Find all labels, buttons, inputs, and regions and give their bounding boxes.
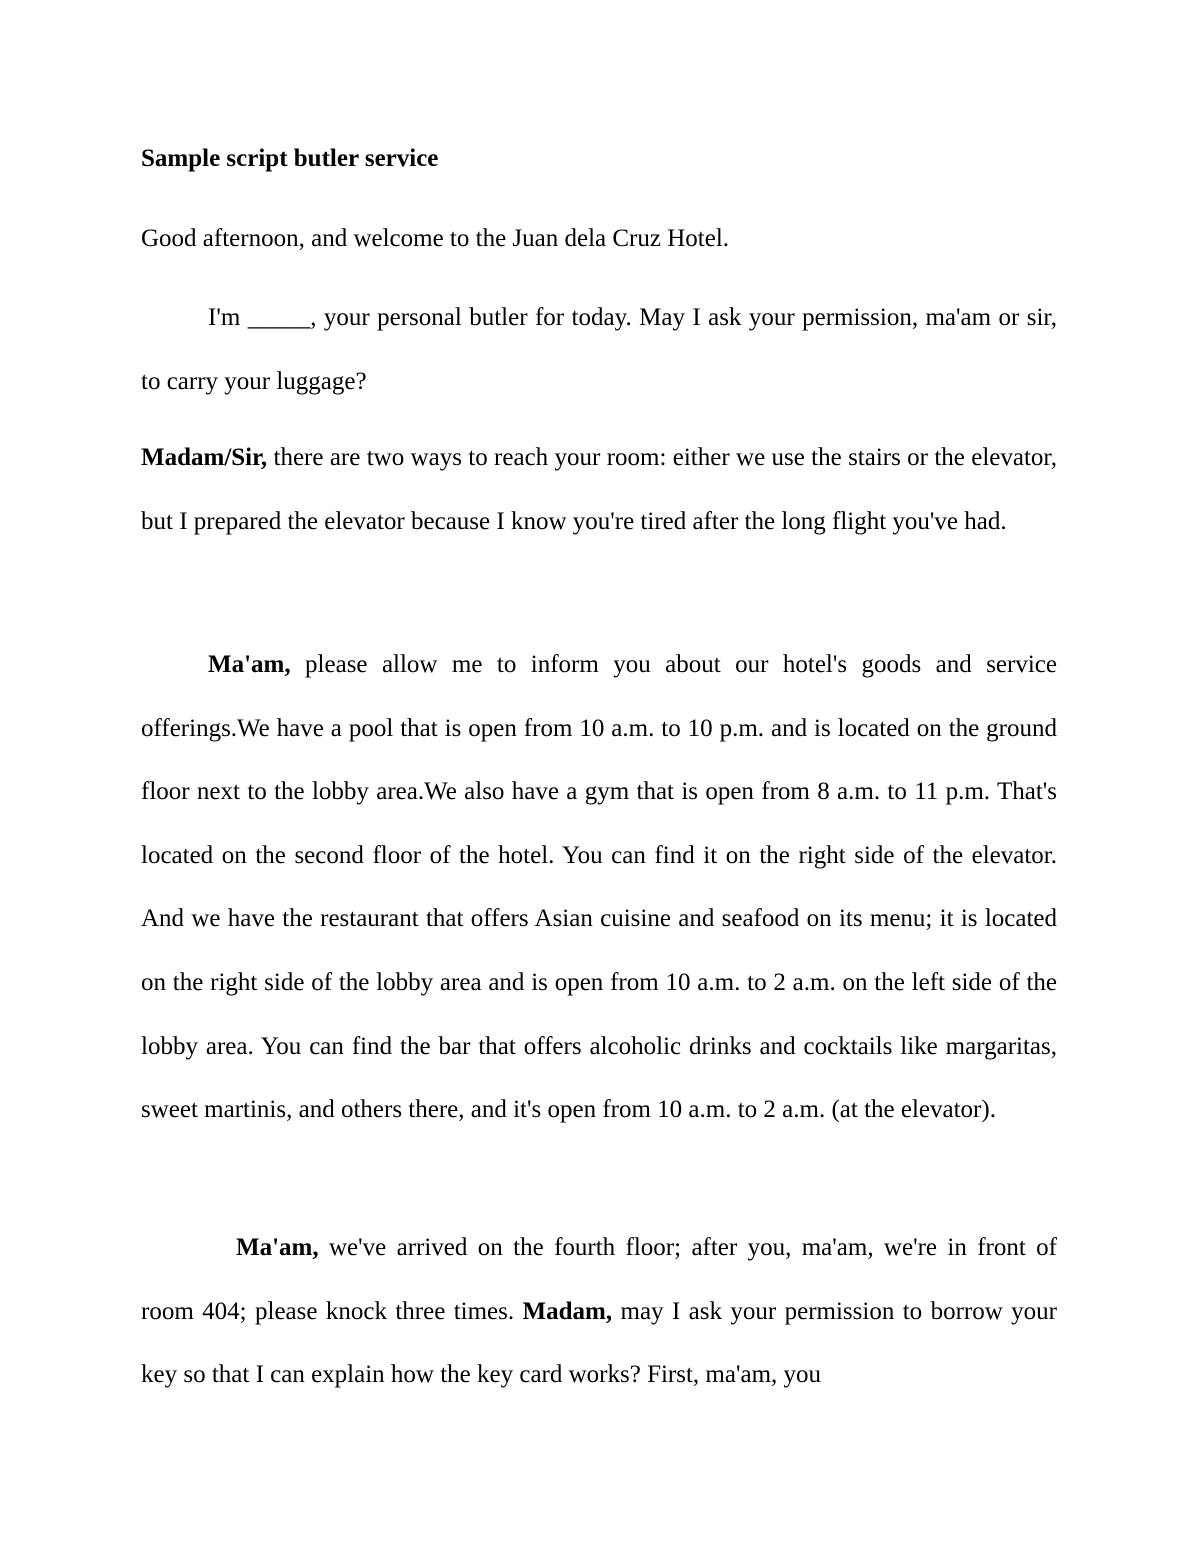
greeting-line: Good afternoon, and welcome to the Juan dela Cruz Hotel.	[141, 225, 730, 252]
paragraph-lead: Madam/Sir,	[141, 444, 268, 471]
paragraph-lead: Ma'am,	[208, 651, 291, 678]
paragraph-lead: Ma'am,	[236, 1234, 319, 1261]
paragraph-text: I'm _____, your personal butler for today. May I ask your permission, ma'am or sir, to carry your luggage?	[141, 304, 1057, 395]
paragraph-lead-secondary: Madam,	[522, 1297, 613, 1325]
paragraph-text: there are two ways to reach your room: either we use the stairs or the elevator, but I prepared the elevator because I know you're tired after the long flight you've had.	[141, 444, 1057, 535]
paragraph-room-access	[141, 426, 1057, 553]
paragraph-text: please allow me to inform you about our hotel's goods and service offerings.We have a pool that is open from 10 a.m. to 10 p.m. and is located on the ground floor next to the lobby area.We also have a gym that is open from 8 a.m. to 11 p.m. That's located on the second floor of the hotel. You can find it on the right side of the elevator. And we have the restaurant that offers Asian cuisine and seafood on its menu; it is located on the right side of the lobby area and is open from 10 a.m. to 2 a.m. on the left side of the lobby area. You can find the bar that offers alcoholic drinks and cocktails like margaritas, sweet martinis, and others there, and it's open from 10 a.m. to 2 a.m. (at the elevator).	[141, 651, 1057, 1124]
paragraph-text-continued: may I ask your permission to borrow your key so that I can explain how the key card works? First, ma'am, you	[141, 1297, 1057, 1389]
paragraph-introduction	[141, 286, 1057, 413]
document-title: Sample script butler service	[141, 145, 439, 172]
paragraph-hotel-offerings	[141, 633, 1057, 1142]
paragraph-room-arrival	[141, 1216, 1057, 1407]
paragraph-text: we've arrived on the fourth floor; after you, ma'am, we're in front of room 404; please knock three times.	[141, 1234, 1057, 1325]
